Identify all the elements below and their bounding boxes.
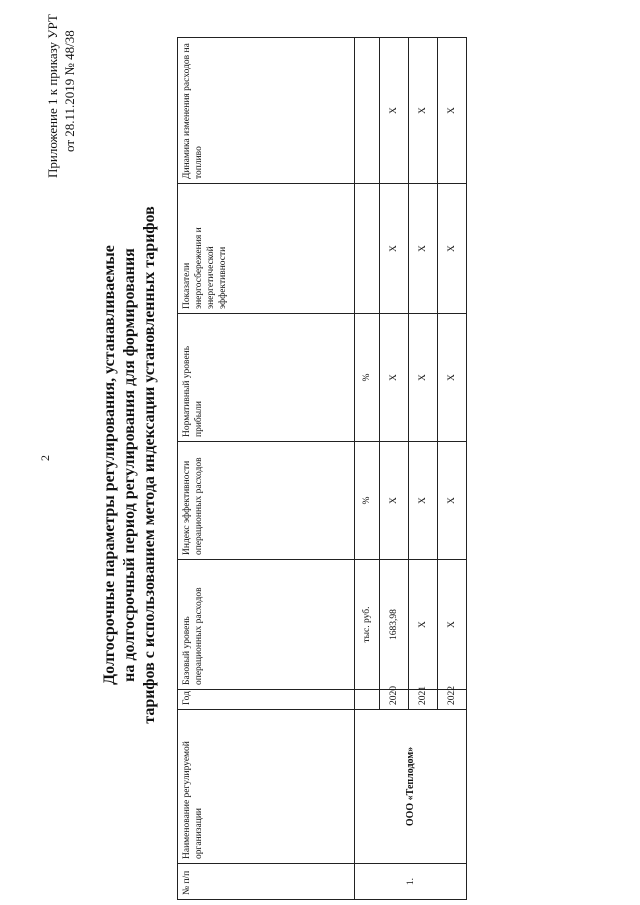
cell-year: 2021 — [409, 690, 438, 710]
title-line-1: Долгосрочные параметры регулирования, устанавливаемые — [101, 245, 118, 685]
cell-base-level: X — [409, 560, 438, 690]
cell-base-level: X — [438, 560, 467, 690]
cell-fuel-dynamics: X — [438, 38, 467, 184]
cell-year: 2022 — [438, 690, 467, 710]
header-org-name: Наименование регулируемой организации — [178, 710, 355, 864]
cell-profit-level: X — [380, 314, 409, 442]
document-title — [100, 185, 160, 745]
row-num: 1. — [355, 864, 467, 900]
appendix-line-1: Приложение 1 к приказу УРТ — [45, 14, 60, 178]
header-base-level: Базовый уровень операционных расходов — [178, 560, 355, 690]
unit-efficiency-index: % — [355, 442, 380, 560]
parameters-table — [177, 37, 467, 900]
units-row — [355, 38, 380, 900]
header-fuel-dynamics: Динамика изменения расходов на топливо — [178, 38, 355, 184]
cell-fuel-dynamics: X — [409, 38, 438, 184]
unit-base-level: тыс. руб. — [355, 560, 380, 690]
cell-efficiency-index: X — [380, 442, 409, 560]
unit-energy-empty — [355, 184, 380, 314]
cell-energy-indicators: X — [438, 184, 467, 314]
cell-energy-indicators: X — [380, 184, 409, 314]
appendix-line-2: от 28.11.2019 № 48/38 — [62, 30, 77, 152]
cell-profit-level: X — [438, 314, 467, 442]
title-line-2: на долгосрочный период регулирования для формирования — [121, 248, 138, 682]
cell-energy-indicators: X — [409, 184, 438, 314]
cell-efficiency-index: X — [409, 442, 438, 560]
header-year: Год — [178, 690, 355, 710]
cell-base-level: 1683,98 — [380, 560, 409, 690]
unit-year-empty — [355, 690, 380, 710]
cell-year: 2020 — [380, 690, 409, 710]
appendix-note — [44, 14, 78, 178]
header-profit-level: Нормативный уровень прибыли — [178, 314, 355, 442]
cell-profit-level: X — [409, 314, 438, 442]
unit-profit-level: % — [355, 314, 380, 442]
cell-fuel-dynamics: X — [380, 38, 409, 184]
header-energy-indicators: Показатели энергосбережения и энергетической эффективности — [178, 184, 355, 314]
unit-fuel-empty — [355, 38, 380, 184]
org-name: ООО «Теплодом» — [355, 710, 467, 864]
table-header-row — [178, 38, 355, 900]
header-efficiency-index: Индекс эффективности операционных расходов — [178, 442, 355, 560]
title-line-3: тарифов с использованием метода индексации установленных тарифов — [141, 206, 158, 724]
page-number: 2 — [38, 455, 52, 461]
header-num: № п/п — [178, 864, 355, 900]
cell-efficiency-index: X — [438, 442, 467, 560]
